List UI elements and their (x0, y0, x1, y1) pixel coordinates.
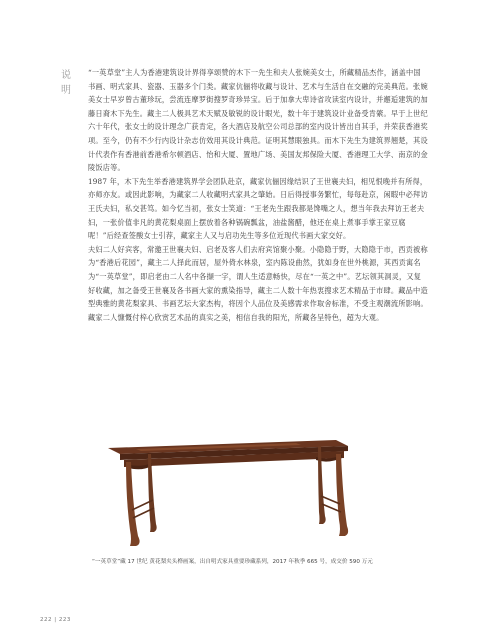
side-stretcher-right (321, 496, 340, 504)
article-body (88, 66, 428, 324)
painting-table-photo (96, 420, 356, 550)
page-numbers: 222 | 223 (40, 617, 71, 623)
paragraph: 夫妇二人好宾客，常邀王世襄夫妇、启老及客人们去府宾馆聚小聚。小隐隐于野，大隐隐于市，西贡被称为“香港后花园”，藏主二人择此而居，屋外倚水林泉，室内陈设曲然，犹如身在世外桃源，其西贡寓名为“一英草堂”，即启老由二人名中各撷一字，谓人生适意畅快，尽在“一英之中”。艺坛领其洞灵，又复好收藏，加之备受王世襄及各书画大家的熏染指导，藏主二人数十年热衷搜求艺术精品于市肆。藏品中造型典雅的黄花梨家具、书画艺坛大家杰构，将因个人品位及美感需求作取舍标准，不受主观潮流所影响。藏家二人慷慨付梓心欣赏艺术品的真实之美，相信自我的阳光，所藏各呈特色，超为大观。 (88, 244, 428, 322)
table-leg-front-right (336, 454, 348, 536)
paragraph: 1987 年，木下先生举香港建筑界学会团队赴京，藏家伉俪因缘结识了王世襄夫妇，相见恨晚并有所得，亦师亦友。或因此影响，为藏家二人收藏明式家具之肇始。日后得授事务繁忙，每每赴京，闲暇中必拜访王氏夫妇，私交甚笃。如今忆当初，张女士笑道：“王老先生跟我都是馋嘴之人，想当年我去拜访王老夫妇，一张价值非凡的黄花梨桌面上摆放着各种锅碗瓢盆，油盐酱醋，他还在桌上煮事手掌王家豆腐呢！”后经查签酸女士引荐，藏家主人又与启功先生等多位近现代书画大家交好。 (88, 176, 428, 241)
photo-caption: “一英草堂”藏 17 世纪 黄花梨夹头榫画案，出自明式家具重要珍藏系列，2017 年秋季 665 号，成交价 590 万元 (92, 559, 373, 565)
section-label-char: 明 (61, 85, 71, 96)
paragraph: “一英草堂”主人为香港建筑设计界得享颂赞的木下一先生和夫人张婉美女士，所藏精品杰作，涵盖中国书画、明式家具、瓷器、玉器多个门类。藏家伉俪将收藏与设计、艺术与生活自在交融的完美典范。张婉美女士早岁曾古董珍玩，尝流连摩罗街搜罗奇珍异宝。后于加拿大卑诗省攻读室内设计，并邂逅建筑的加藤日裔木下先生。藏主二人极具艺术天赋及敏锐的设计眼光，数十年于建筑设计业备受肯綮。早于上世纪六十年代，张女士的设计理念广获肯定，各大酒店及航空公司总部的室内设计皆出自其手，并荣获香港奖项。至今，仍有不少行内设计杂志仿效用其设计典范。证明其慧眼独具。而木下先生为建筑界翘楚，其设计代表作有香港前香港希尔顿酒店、怡和大厦、置地广场、美国友邦保险大厦、香港理工大学、南京的金陵饭店等。 (88, 68, 428, 173)
section-label (60, 68, 72, 98)
table-leg-front-left (126, 462, 140, 546)
section-label-char: 说 (61, 70, 71, 81)
